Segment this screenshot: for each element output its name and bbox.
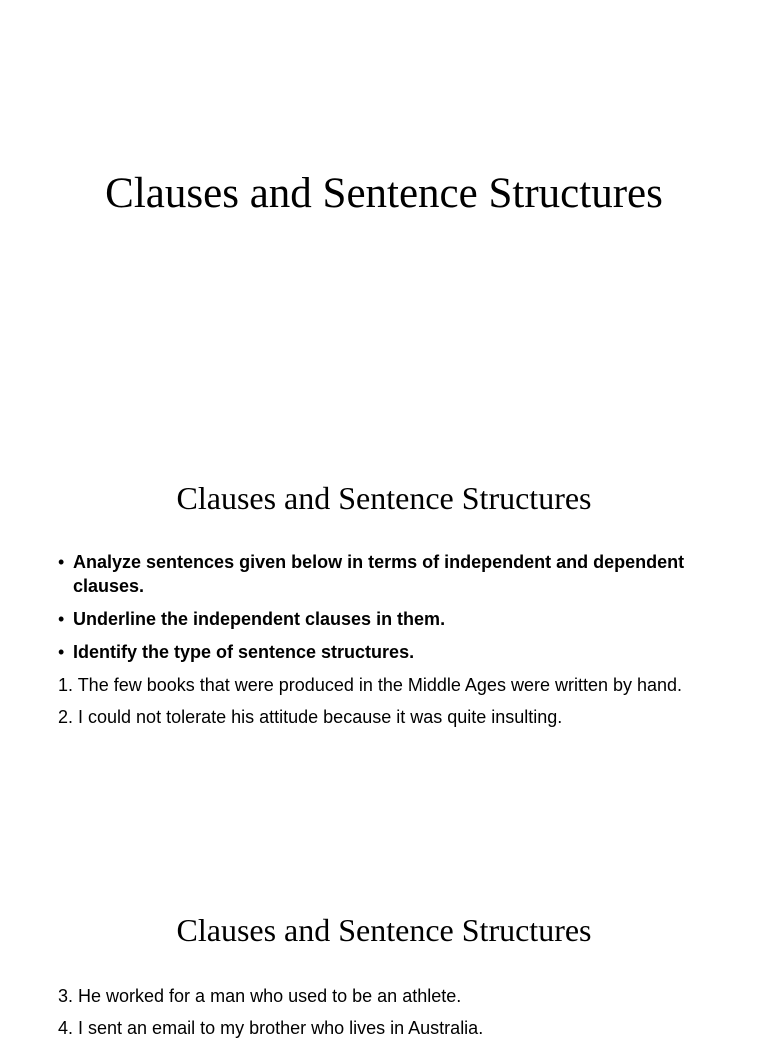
title-slide	[0, 0, 768, 432]
example-sentence: 4. I sent an email to my brother who lives in Australia.	[58, 1018, 484, 1038]
slide-3-title: Clauses and Sentence Structures	[176, 912, 592, 948]
slide-2-content	[58, 550, 738, 737]
instruction-bullet: • Identify the type of sentence structures.	[58, 640, 738, 664]
example-sentence: 3. He worked for a man who used to be an athlete.	[58, 986, 462, 1006]
exercise-slide-continued	[0, 864, 768, 1038]
slide-3-content	[58, 984, 738, 1048]
slide-2-title: Clauses and Sentence Structures	[176, 480, 592, 516]
example-sentence: 2. I could not tolerate his attitude because it was quite insulting.	[58, 707, 563, 727]
slide-1-title: Clauses and Sentence Structures	[105, 170, 663, 217]
exercise-slide	[0, 432, 768, 864]
instruction-bullet: • Analyze sentences given below in terms of independent and dependent clauses.	[58, 550, 738, 598]
instruction-bullet: • Underline the independent clauses in them.	[58, 607, 738, 631]
example-sentence: 1. The few books that were produced in the Middle Ages were written by hand.	[58, 675, 683, 695]
